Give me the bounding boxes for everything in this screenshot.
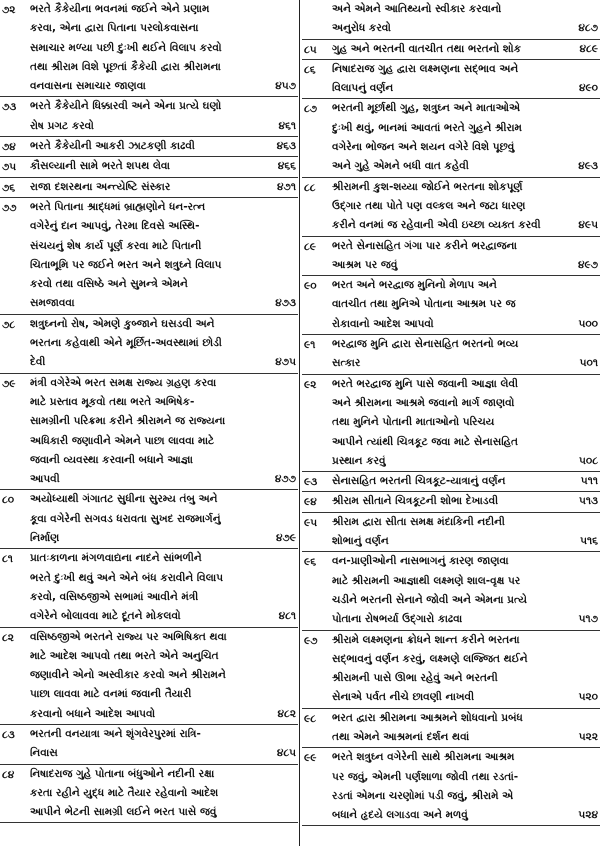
page-number: ૫૦૧ <box>579 357 598 370</box>
chapter-title <box>30 198 256 314</box>
chapter-title-line: કૌસલ્યાની સામે ભરતે શપથ લેવા <box>30 160 170 173</box>
chapter-number: ૯૧ <box>304 339 316 352</box>
chapter-title <box>332 237 558 276</box>
chapter-title <box>332 60 558 99</box>
chapter-title-line: ભરદ્વાજ મુનિ દ્વારા સેનાસહિત ભરતનો ભવ્ય <box>332 338 519 351</box>
chapter-title-line: ભરતે કૈકેયીની આકરી ઝાટકણી કાઢવી <box>30 140 195 153</box>
page-number: ૪૮૯ <box>579 42 598 55</box>
chapter-title-line: કૂવા વગેરેની સગવડ ધરાવતા સુખદ રાજમાર્ગનું <box>30 512 221 525</box>
chapter-title-line: શ્રીરામની કુશ-શય્યા જોઈને ભરતના શોકપૂર્ણ <box>332 180 523 193</box>
chapter-title-line: શ્રીરામે લક્ષ્મણના ક્રોધને શાન્ત કરીને ભરતના <box>332 633 520 646</box>
chapter-title-line: આપવી <box>30 473 60 486</box>
page-number: ૪૭૧ <box>277 180 296 193</box>
page-number: ૫૧૧ <box>580 475 598 488</box>
page-number: ૫૦૮ <box>579 454 598 467</box>
chapter-title-line: મંત્રી વગેરેએ ભરત સમક્ષ રાજ્ય ગ્રહણ કરવા <box>30 376 217 389</box>
chapter-title-line: કરતા રહીને યુદ્ધ માટે તૈયાર રહેવાનો આદેશ <box>30 786 219 799</box>
toc-entry <box>302 276 600 335</box>
chapter-title-line: બધાને હૃદયે લગાડવા અને મળવું <box>332 809 468 822</box>
chapter-title-line: રાજા દશરથના અન્ત્યેષ્ટિ સંસ્કાર <box>30 180 171 193</box>
chapter-title <box>332 178 558 236</box>
chapter-number: ૮૪ <box>2 768 15 781</box>
chapter-title-line: દેવી <box>30 356 46 369</box>
chapter-title-line: શત્રુઘ્નનો રોષ, એમણે કુબ્જાને ઘસડવી અને <box>30 317 215 330</box>
chapter-title-line: નિવાસ <box>30 747 58 760</box>
toc-entry <box>302 631 600 709</box>
toc-entry <box>0 137 298 157</box>
chapter-number: ૮૬ <box>304 63 316 76</box>
chapter-number: ૭૮ <box>2 318 16 331</box>
chapter-title <box>30 0 256 96</box>
toc-entry <box>302 40 600 60</box>
chapter-title <box>30 315 256 373</box>
toc-entry <box>302 748 600 826</box>
page-number: ૫૧૭ <box>578 613 598 626</box>
chapter-title-line: શોભાનું વર્ણન <box>332 535 389 548</box>
chapter-number: ૭૭ <box>2 201 17 214</box>
page-number: ૪૮૭ <box>578 22 598 35</box>
chapter-title-line: પાછા લાવવા માટે વનમાં જવાની તૈયારી <box>30 688 192 701</box>
toc-right-column <box>302 0 600 846</box>
toc-entry <box>302 237 600 277</box>
chapter-number: ૯૯ <box>304 752 317 765</box>
chapter-title <box>30 374 256 490</box>
chapter-number: ૮૧ <box>2 553 13 566</box>
toc-entry <box>0 157 298 177</box>
chapter-number: ૯૩ <box>304 476 318 489</box>
page-number: ૫૨૦ <box>578 691 598 704</box>
page-number: ૪૬૧ <box>278 119 296 132</box>
toc-entry <box>0 374 298 491</box>
chapter-title <box>30 137 256 156</box>
chapter-title-line: કરવા, એના દ્વારા પિતાના પરલોકવાસના <box>30 22 199 35</box>
chapter-title-line: સામગ્રીની પરિક્રમા કરીને શ્રીરામને જ રાજ્યના <box>30 415 226 428</box>
page-number: ૪૭૯ <box>275 532 296 545</box>
chapter-title-line: વગેરેનું દાન આપવું, તેરમા દિવસે અસ્થિ- <box>30 220 200 233</box>
chapter-title <box>30 628 256 724</box>
toc-entry <box>0 490 298 549</box>
chapter-number: ૮૦ <box>2 494 15 507</box>
chapter-title-line: તથા મુનિને પોતાની માતાઓનો પરિચય <box>332 416 495 429</box>
toc-entry <box>302 178 600 237</box>
chapter-title-line: અયોધ્યાથી ગંગાતટ સુધીના સુરમ્ય તંબુ અને <box>30 493 218 506</box>
toc-entry <box>302 60 600 100</box>
chapter-title-line: ભરતે દુઃખી થવું અને એને બંધ કરાવીને વિલાપ <box>30 571 224 584</box>
chapter-title-line: ભરત અને ભરદ્વાજ મુનિનો મેળાપ અને <box>332 279 497 292</box>
chapter-title-line: વગેરેના ભોજન અને શયન વગેરે વિશે પૂછવું <box>332 141 515 154</box>
chapter-title <box>332 492 558 511</box>
chapter-title <box>30 725 256 764</box>
chapter-title-line: સત્કાર <box>332 357 361 370</box>
chapter-title-line: અને એમને આતિથ્યનો સ્વીકાર કરવાનો <box>332 3 502 15</box>
chapter-title <box>30 490 256 548</box>
chapter-title-line: ઉદ્ગાર તથા પોતે પણ વલ્કલ અને જટા ધારણ <box>332 199 526 212</box>
chapter-number: ૮૭ <box>304 103 318 116</box>
chapter-title-line: ભરતે ભરદ્વાજ મુનિ પાસે જવાની આજ્ઞા લેવી <box>332 377 518 390</box>
toc-entry <box>0 628 298 725</box>
chapter-title-line: ચિતાભૂમિ પર જઈને ભરત અને શત્રુઘ્ને વિલાપ <box>30 258 222 271</box>
toc-left-column <box>0 0 298 846</box>
chapter-title-line: શ્રીરામ દ્વારા સીતા સમક્ષ મંદાકિની નદીની <box>332 515 505 528</box>
chapter-title <box>332 472 558 491</box>
chapter-title-line: શ્રીરામ સીતાને ચિત્રકૂટની શોભા દેખાડવી <box>332 495 499 508</box>
chapter-title-line: નિષાદરાજ ગુહે પોતાના બંધુઓને નદીની રક્ષા <box>30 767 215 780</box>
toc-entry <box>302 513 600 553</box>
page-number: ૪૯૫ <box>578 219 598 232</box>
chapter-title <box>332 335 558 374</box>
toc-entry <box>302 709 600 749</box>
chapter-title <box>30 549 256 626</box>
chapter-number: ૭૩ <box>2 101 17 114</box>
chapter-title-line: રડતાં એમના ચરણોમાં પડી જવું, શ્રીરામે એ <box>332 789 514 802</box>
chapter-title-line: સંચયનું શેષ કાર્ય પૂર્ણ કરવા માટે પિતાની <box>30 239 202 252</box>
chapter-number: ૭૨ <box>2 4 16 16</box>
chapter-number: ૭૪ <box>2 141 16 154</box>
chapter-number: ૭૯ <box>2 377 16 390</box>
chapter-title-line: ભરતે સેનાસહિત ગંગા પાર કરીને ભરદ્વાજના <box>332 239 517 252</box>
chapter-title <box>332 40 558 59</box>
chapter-number: ૮૨ <box>2 631 14 644</box>
chapter-title-line: આશ્રમ પર જવું <box>332 258 398 271</box>
chapter-title-line: વગેરેને બોલાવવા માટે દૂતને મોકલવો <box>30 610 181 623</box>
chapter-title-line: પર જવું, એમની પર્ણશાળા જોવી તથા રડતાં- <box>332 770 519 783</box>
chapter-title-line: વિલાપનું વર્ણન <box>332 82 394 95</box>
chapter-title <box>30 178 256 197</box>
page-number: ૪૭૭ <box>274 473 296 486</box>
chapter-title-line: અને ગુહે એમને બધી વાત કહેવી <box>332 160 469 173</box>
chapter-title-line: ચડીને ભરતની સેનાને જોવી અને એમના પ્રત્યે <box>332 593 527 606</box>
page-number: ૪૯૦ <box>578 82 598 95</box>
toc-entry <box>0 97 298 137</box>
chapter-title <box>332 276 558 334</box>
toc-entry <box>302 472 600 492</box>
column-divider <box>299 0 300 846</box>
chapter-title <box>332 631 558 708</box>
chapter-title-line: શ્રીરામની પાસે ઊભા રહેવું અને ભરતની <box>332 672 498 685</box>
chapter-number: ૯૭ <box>304 634 318 647</box>
chapter-title <box>30 765 256 823</box>
chapter-number: ૯૪ <box>304 496 317 509</box>
chapter-number: ૮૮ <box>304 181 316 194</box>
chapter-number: ૯૦ <box>304 280 317 293</box>
chapter-title-line: વનવાસના સમાચાર જાણવા <box>30 80 146 93</box>
toc-entry <box>0 0 298 97</box>
chapter-title-line: ગુહ અને ભરતની વાતચીત તથા ભરતનો શોક <box>332 42 521 55</box>
chapter-title <box>332 709 558 748</box>
page-number: ૪૬૬ <box>277 160 296 173</box>
page-number: ૪૯૩ <box>578 160 598 173</box>
page-number: ૪૮૫ <box>276 747 296 760</box>
chapter-title-line: આપીને ત્યાંથી ચિત્રકૂટ જવા માટે સેનાસહિત <box>332 435 518 448</box>
page-number: ૪૮૨ <box>277 707 296 720</box>
page-number: ૫૦૦ <box>578 317 598 330</box>
page-number: ૪૯૭ <box>577 258 598 271</box>
chapter-title-line: કરવાનો બધાને આદેશ આપવો <box>30 707 156 720</box>
chapter-title-line: પ્રાતઃકાળના મંગળવાદ્યના નાદને સાંભળીને <box>30 552 202 565</box>
chapter-title-line: ભરતની મૂર્છાથી ગુહ, શત્રુઘ્ન અને માતાઓએ <box>332 102 521 115</box>
chapter-title-line: રોકાવાનો આદેશ આપવો <box>332 317 434 330</box>
chapter-title-line: અનુરોધ કરવો <box>332 22 391 35</box>
chapter-number: ૮૯ <box>304 240 316 253</box>
chapter-title-line: ભરતે કૈકેયીના ભવનમાં જઈને એને પ્રણામ <box>30 3 210 15</box>
chapter-title-line: કરવો તથા વસિષ્ઠે અને સુમન્ત્રે એમને <box>30 278 188 291</box>
toc-entry <box>0 315 298 374</box>
page-number: ૫૧૬ <box>580 535 598 548</box>
chapter-title-line: ભરતના કહેવાથી એને મૂર્છિત-અવસ્થામાં છોડી <box>30 337 222 350</box>
chapter-title-line: સમજાવવા <box>30 297 75 310</box>
chapter-title-line: પોતાના રોષભર્યા ઉદ્ગારો કાઢવા <box>332 613 463 626</box>
chapter-title-line: ભરતે પિતાના શ્રાદ્ધમાં બ્રાહ્મણોને ધન-રત્ન <box>30 200 206 213</box>
chapter-title-line: માટે પ્રસ્તાવ મૂકવો તથા ભરતે અભિષેક- <box>30 395 195 408</box>
chapter-title <box>332 552 558 629</box>
chapter-title <box>332 513 558 552</box>
chapter-title-line: નિર્માણ <box>30 532 60 545</box>
toc-entry <box>0 549 298 627</box>
chapter-title <box>332 0 558 39</box>
chapter-title-line: પ્રસ્થાન કરવું <box>332 454 386 467</box>
page-number: ૪૬૩ <box>276 140 296 153</box>
toc-entry <box>0 765 298 824</box>
chapter-title-line: નિષાદરાજ ગુહ દ્વારા લક્ષ્મણના સદ્ભાવ અને <box>332 62 519 75</box>
page-number: ૪૭૫ <box>275 356 296 369</box>
chapter-number: ૭૬ <box>2 181 16 194</box>
toc-entry <box>302 0 600 40</box>
toc-entry <box>0 198 298 315</box>
chapter-title-line: ભરતે કૈકેયીને ધિક્કારવી અને એના પ્રત્યે ઘણો <box>30 100 222 113</box>
chapter-title-line: વસિષ્ઠજીએ ભરતને રાજ્ય પર અભિષિક્ત થવા <box>30 630 227 643</box>
chapter-title-line: કરીને વનમાં જ રહેવાની એવી ઇચ્છા વ્યક્ત કરવી <box>332 219 541 232</box>
chapter-title-line: સમાચાર મળ્યા પછી દુઃખી થઈને વિલાપ કરવો <box>30 41 222 54</box>
chapter-title-line: ભરતની વનયાત્રા અને શૃંગવેરપુરમાં રાત્રિ- <box>30 727 201 740</box>
chapter-title <box>332 748 558 825</box>
toc-entry <box>302 552 600 630</box>
chapter-title-line: માટે શ્રીરામની આજ્ઞાથી લક્ષ્મણે શાલ-વૃક્ષ પર <box>332 574 521 587</box>
chapter-title-line: કરવો, વસિષ્ઠજીએ સભામાં આવીને મંત્રી <box>30 590 199 603</box>
chapter-title-line: ભરત દ્વારા શ્રીરામના આશ્રમને શોધવાનો પ્રબંધ <box>332 711 523 724</box>
toc-entry <box>0 178 298 198</box>
chapter-title <box>332 99 558 176</box>
chapter-number: ૯૨ <box>304 378 317 391</box>
chapter-title-line: જવાની વ્યવસ્થા કરવાની બધાને આજ્ઞા <box>30 453 193 466</box>
chapter-number: ૯૮ <box>304 712 316 725</box>
chapter-number: ૭૫ <box>2 161 17 174</box>
toc-entry <box>0 725 298 765</box>
chapter-title-line: અધિકારી જણાવીને એમને પાછા લાવવા માટે <box>30 434 215 447</box>
chapter-title-line: વન-પ્રાણીઓની નાસભાગનું કારણ જાણવા <box>332 555 509 568</box>
chapter-title-line: તથા એમને આશ્રમનાં દર્શન થવાં <box>332 730 470 743</box>
page-number: ૪૮૧ <box>278 610 296 623</box>
chapter-number: ૮૩ <box>2 728 15 741</box>
chapter-title-line: અને શ્રીરામના આશ્રમે જવાનો માર્ગ જાણવો <box>332 396 515 409</box>
chapter-number: ૯૫ <box>304 516 318 529</box>
chapter-title-line: ભરતે શત્રુઘ્ન વગેરેની સાથે શ્રીરામના આશ્રમ <box>332 751 515 764</box>
page-number: ૫૨૪ <box>578 809 598 822</box>
chapter-title-line: સેનાએ પર્વત નીચે છાવણી નાખવી <box>332 691 475 704</box>
chapter-title <box>332 375 558 471</box>
chapter-title <box>30 157 256 176</box>
chapter-title-line: દુઃખી થવું, ભાનમાં આવતાં ભરતે ગુહને શ્રીરામ <box>332 121 522 134</box>
chapter-title-line: તથા શ્રીરામ વિશે પૂછતાં કૈકેયી દ્વારા શ્રીરામના <box>30 60 221 73</box>
chapter-title-line: સેનાસહિત ભરતની ચિત્રકૂટ-યાત્રાનું વર્ણન <box>332 475 506 488</box>
chapter-number: ૯૬ <box>304 556 317 569</box>
chapter-title <box>30 97 256 136</box>
page-number: ૫૨૨ <box>578 730 598 743</box>
toc-entry <box>302 492 600 512</box>
chapter-title-line: વાતચીત તથા મુનિએ પોતાના આશ્રમ પર જ <box>332 298 516 311</box>
chapter-title-line: માટે આદેશ આપવો તથા ભરતે એને અનુચિત <box>30 649 219 662</box>
page-number: ૫૧૩ <box>578 495 598 508</box>
page-number: ૪૭૩ <box>275 297 296 310</box>
chapter-number: ૮૫ <box>304 43 317 56</box>
page-number: ૪૫૭ <box>275 80 296 93</box>
chapter-title-line: સદ્ભાવનું વર્ણન કરવું, લક્ષ્મણે લજ્જિત થઈને <box>332 652 528 665</box>
chapter-title-line: રોષ પ્રગટ કરવો <box>30 119 94 132</box>
chapter-title-line: જણાવીને એનો અસ્વીકાર કરવો અને શ્રીરામને <box>30 669 226 682</box>
toc-entry <box>302 99 600 177</box>
toc-entry <box>302 335 600 375</box>
chapter-title-line: આપીને ભેટની સામગ્રી લઈને ભરત પાસે જવું <box>30 806 217 819</box>
toc-entry <box>302 375 600 472</box>
